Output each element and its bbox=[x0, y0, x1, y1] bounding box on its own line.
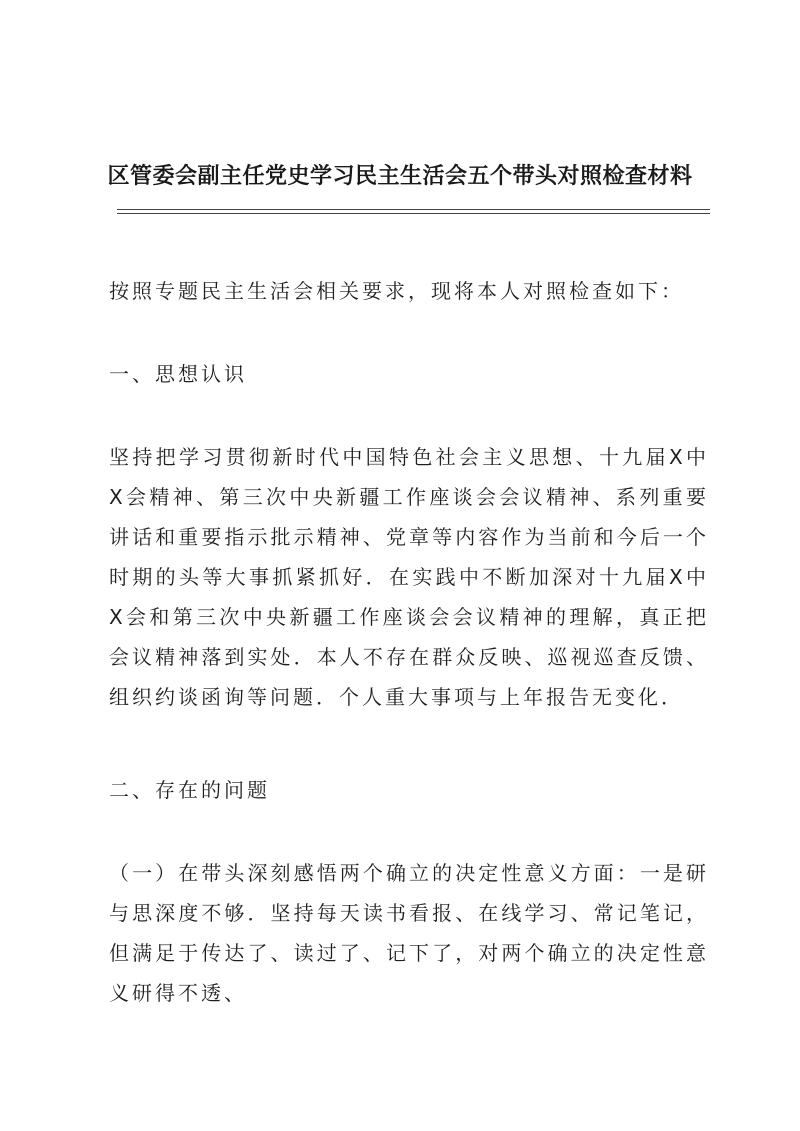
section-heading-thinking: 一、思想认识 bbox=[109, 362, 247, 386]
title-double-rule bbox=[117, 209, 710, 214]
document-title: 区管委会副主任党史学习民主生活会五个带头对照检查材料 bbox=[107, 163, 693, 189]
section-body-problems: （一）在带头深刻感悟两个确立的决定性意义方面：一是研与思深度不够．坚持每天读书看报、在线学习、常记笔记，但满足于传达了、读过了、记下了，对两个确立的决定性意义研得不透、 bbox=[109, 861, 709, 1005]
section-body-thinking: 坚持把学习贯彻新时代中国特色社会主义思想、十九届X中X会精神、第三次中央新疆工作座谈会会议精神、系列重要讲话和重要指示批示精神、党章等内容作为当前和今后一个时期的头等大事抓紧抓好．在实践中不断加深对十九届X中X会和第三次中央新疆工作座谈会会议精神的理解，真正把会议精神落到实处．本人不存在群众反映、巡视巡查反馈、组织约谈函询等问题．个人重大事项与上年报告无变化． bbox=[109, 445, 709, 709]
section-heading-problems: 二、存在的问题 bbox=[109, 778, 270, 802]
intro-paragraph: 按照专题民主生活会相关要求，现将本人对照检查如下： bbox=[109, 279, 684, 303]
